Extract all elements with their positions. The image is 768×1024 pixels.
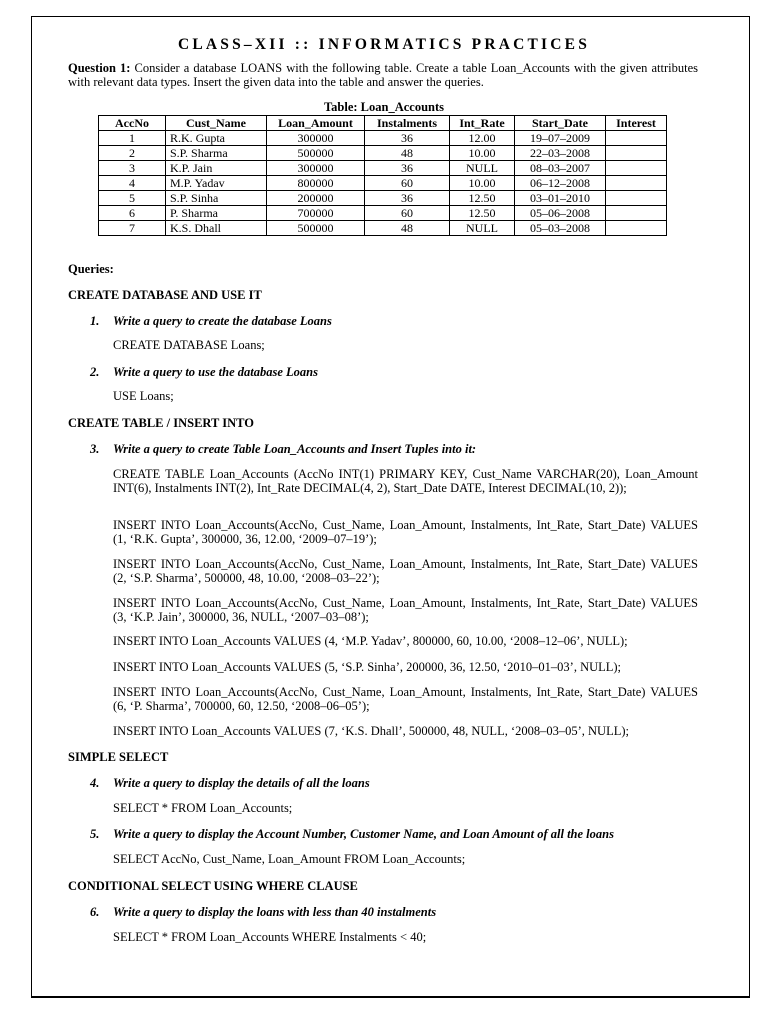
query-number: 5. [90, 827, 100, 841]
query-number: 4. [90, 776, 100, 790]
question-intro [68, 61, 698, 89]
query-number: 2. [90, 365, 100, 379]
query-text: Write a query to display the loans with less than 40 instalments [113, 905, 437, 919]
table-header-row [99, 116, 667, 131]
table-cell: 800000 [267, 176, 365, 191]
table-cell: 700000 [267, 206, 365, 221]
section-heading: SIMPLE SELECT [68, 750, 169, 764]
queries-heading: Queries: [68, 262, 114, 276]
query-text: Write a query to display the Account Number, Customer Name, and Loan Amount of all the loans [113, 827, 614, 841]
query-text: Write a query to create Table Loan_Accounts and Insert Tuples into it: [113, 442, 477, 456]
insert-statement: INSERT INTO Loan_Accounts(AccNo, Cust_Name, Loan_Amount, Instalments, Int_Rate, Start_Date) VALUES (2, ‘S.P. Sharma’, 500000, 48, 10.00, ‘2008–03–22’); [113, 557, 698, 585]
table-cell: 5 [99, 191, 166, 206]
query-number: 3. [90, 442, 100, 456]
table-cell: 36 [365, 131, 450, 146]
query-answer: CREATE DATABASE Loans; [113, 338, 265, 352]
table-cell: 60 [365, 176, 450, 191]
table-cell: NULL [450, 161, 515, 176]
loan-accounts-table [98, 115, 667, 236]
section-heading: CONDITIONAL SELECT USING WHERE CLAUSE [68, 879, 358, 893]
table-cell [606, 191, 667, 206]
query-text: Write a query to create the database Loans [113, 314, 332, 328]
table-cell: 7 [99, 221, 166, 236]
table-row [99, 176, 667, 191]
table-cell [606, 176, 667, 191]
table-cell: 500000 [267, 146, 365, 161]
table-cell: 12.50 [450, 191, 515, 206]
query-item [90, 827, 614, 842]
table-cell [606, 221, 667, 236]
query-item [90, 314, 332, 329]
table-cell [606, 206, 667, 221]
table-row [99, 191, 667, 206]
table-cell [606, 131, 667, 146]
column-header: Instalments [365, 116, 450, 131]
table-cell: 300000 [267, 161, 365, 176]
table-row [99, 206, 667, 221]
question-label: Question 1: [68, 61, 131, 75]
question-text: Consider a database LOANS with the following table. Create a table Loan_Accounts with the given attributes with relevant data types. Insert the given data into the table and answer the queries. [68, 61, 698, 89]
insert-statement: INSERT INTO Loan_Accounts VALUES (5, ‘S.P. Sinha’, 200000, 36, 12.50, ‘2010–01–03’, NULL); [113, 660, 622, 674]
table-cell: 05–06–2008 [515, 206, 606, 221]
table-cell: S.P. Sinha [166, 191, 267, 206]
query-item [90, 365, 318, 380]
column-header: Start_Date [515, 116, 606, 131]
column-header: AccNo [99, 116, 166, 131]
table-cell: 22–03–2008 [515, 146, 606, 161]
query-answer: SELECT * FROM Loan_Accounts; [113, 801, 293, 815]
table-row [99, 146, 667, 161]
table-cell: 1 [99, 131, 166, 146]
table-cell: 08–03–2007 [515, 161, 606, 176]
table-cell: NULL [450, 221, 515, 236]
column-header: Cust_Name [166, 116, 267, 131]
query-answer: SELECT AccNo, Cust_Name, Loan_Amount FROM Loan_Accounts; [113, 852, 466, 866]
query-answer: USE Loans; [113, 389, 174, 403]
table-cell: M.P. Yadav [166, 176, 267, 191]
table-cell: K.P. Jain [166, 161, 267, 176]
table-cell: 03–01–2010 [515, 191, 606, 206]
column-header: Interest [606, 116, 667, 131]
table-cell: 3 [99, 161, 166, 176]
table-cell: 36 [365, 191, 450, 206]
table-cell: K.S. Dhall [166, 221, 267, 236]
table-cell: 60 [365, 206, 450, 221]
table-cell: S.P. Sharma [166, 146, 267, 161]
insert-statement: INSERT INTO Loan_Accounts VALUES (7, ‘K.S. Dhall’, 500000, 48, NULL, ‘2008–03–05’, NULL); [113, 724, 629, 738]
table-cell: R.K. Gupta [166, 131, 267, 146]
table-cell: 48 [365, 146, 450, 161]
table-cell: 48 [365, 221, 450, 236]
query-item [90, 905, 436, 920]
insert-statement: INSERT INTO Loan_Accounts(AccNo, Cust_Name, Loan_Amount, Instalments, Int_Rate, Start_Date) VALUES (3, ‘K.P. Jain’, 300000, 36, NULL, ‘2007–03–08’); [113, 596, 698, 624]
table-cell [606, 146, 667, 161]
section-heading: CREATE DATABASE AND USE IT [68, 288, 262, 302]
page-title: CLASS–XII :: INFORMATICS PRACTICES [177, 36, 591, 53]
column-header: Loan_Amount [267, 116, 365, 131]
column-header: Int_Rate [450, 116, 515, 131]
table-cell: 4 [99, 176, 166, 191]
table-cell: 300000 [267, 131, 365, 146]
query-item [90, 442, 476, 457]
table-cell: 10.00 [450, 176, 515, 191]
query-number: 1. [90, 314, 100, 328]
table-cell: 06–12–2008 [515, 176, 606, 191]
query-number: 6. [90, 905, 100, 919]
table-cell [606, 161, 667, 176]
table-cell: 05–03–2008 [515, 221, 606, 236]
table-cell: 2 [99, 146, 166, 161]
table-cell: 500000 [267, 221, 365, 236]
table-caption: Table: Loan_Accounts [323, 100, 445, 114]
table-row [99, 161, 667, 176]
table-cell: 36 [365, 161, 450, 176]
insert-statement: INSERT INTO Loan_Accounts(AccNo, Cust_Name, Loan_Amount, Instalments, Int_Rate, Start_Date) VALUES (1, ‘R.K. Gupta’, 300000, 36, 12.00, ‘2009–07–19’); [113, 518, 698, 546]
query-text: Write a query to display the details of all the loans [113, 776, 370, 790]
insert-statement: INSERT INTO Loan_Accounts(AccNo, Cust_Name, Loan_Amount, Instalments, Int_Rate, Start_Date) VALUES (6, ‘P. Sharma’, 700000, 60, 12.50, ‘2008–06–05’); [113, 685, 698, 713]
create-table-statement: CREATE TABLE Loan_Accounts (AccNo INT(1) PRIMARY KEY, Cust_Name VARCHAR(20), Loan_Amount INT(6), Instalments INT(2), Int_Rate DECIMAL(4, 2), Start_Date DATE, Interest DECIMAL(10, 2)); [113, 467, 698, 495]
section-heading: CREATE TABLE / INSERT INTO [68, 416, 254, 430]
insert-statement: INSERT INTO Loan_Accounts VALUES (4, ‘M.P. Yadav’, 800000, 60, 10.00, ‘2008–12–06’, NULL); [113, 634, 628, 648]
query-answer: SELECT * FROM Loan_Accounts WHERE Instalments < 40; [113, 930, 427, 944]
table-cell: 6 [99, 206, 166, 221]
table-row [99, 221, 667, 236]
query-text: Write a query to use the database Loans [113, 365, 318, 379]
table-row [99, 131, 667, 146]
table-cell: 10.00 [450, 146, 515, 161]
table-cell: 19–07–2009 [515, 131, 606, 146]
table-cell: P. Sharma [166, 206, 267, 221]
table-cell: 12.00 [450, 131, 515, 146]
table-cell: 200000 [267, 191, 365, 206]
table-cell: 12.50 [450, 206, 515, 221]
query-item [90, 776, 370, 791]
